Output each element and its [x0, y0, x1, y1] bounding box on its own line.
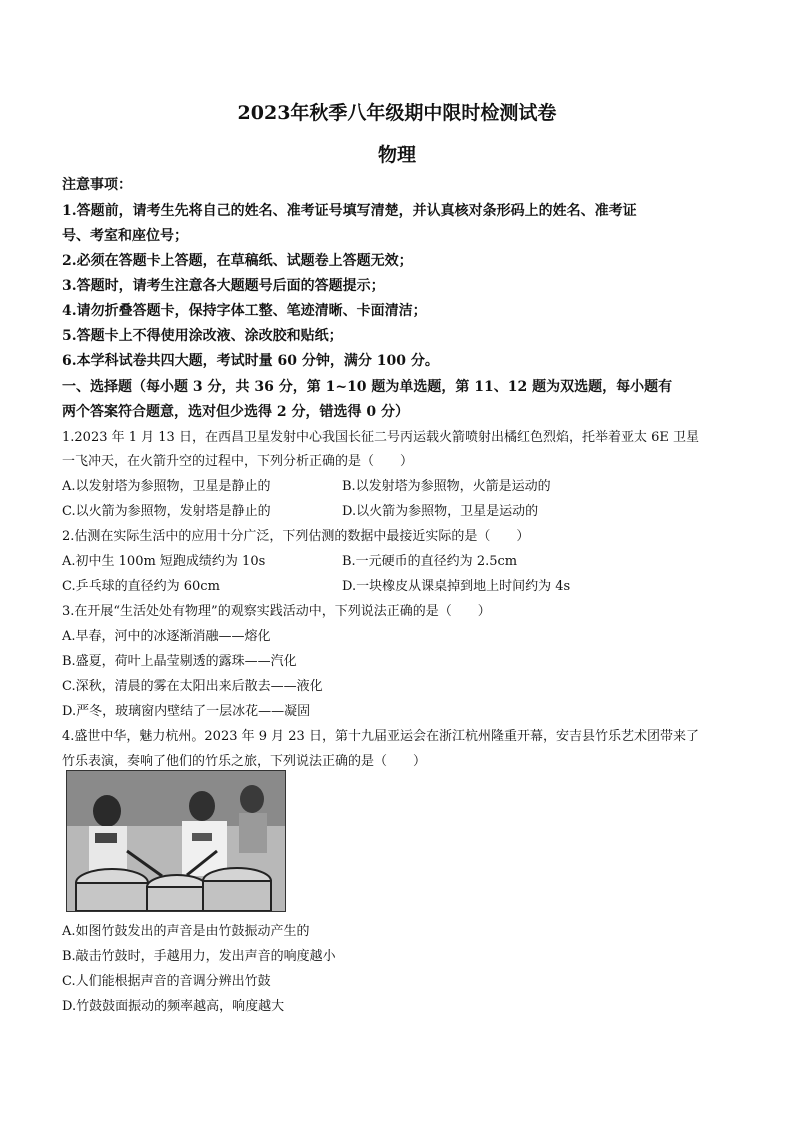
- notice-heading: 注意事项：: [62, 177, 132, 193]
- notice-item: 号、考室和座位号；: [62, 228, 188, 244]
- notice-item: 1.答题前，请考生先将自己的姓名、准考证号填写清楚，并认真核对条形码上的姓名、准考证: [62, 203, 637, 219]
- q4-option-b: B.敲击竹鼓时，手越用力，发出声音的响度越小: [62, 949, 336, 964]
- q4-option-c: C.人们能根据声音的音调分辨出竹鼓: [62, 974, 271, 989]
- q2-option-d: D.一块橡皮从课桌掉到地上时间约为 4s: [342, 579, 571, 594]
- q2-option-a: A.初中生 100m 短跑成绩约为 10s: [62, 554, 266, 569]
- bamboo-drum-photo: [66, 770, 286, 912]
- q2-option-b: B.一元硬币的直径约为 2.5cm: [342, 554, 518, 569]
- q4-option-d: D.竹鼓鼓面振动的频率越高，响度越大: [62, 999, 285, 1014]
- question-4-stem: 4.盛世中华，魅力杭州。2023 年 9 月 23 日，第十九届亚运会在浙江杭州隆重开幕，安吉县竹乐艺术团带来了: [62, 729, 699, 744]
- question-2-stem: 2.估测在实际生活中的应用十分广泛，下列估测的数据中最接近实际的是（ ）: [62, 529, 530, 544]
- subject-title: 物理: [377, 144, 416, 166]
- section-heading: 一、选择题（每小题 3 分，共 36 分，第 1~10 题为单选题，第 11、12 题为双选题，每小题有: [62, 379, 673, 395]
- exam-title: 2023年秋季八年级期中限时检测试卷: [237, 102, 557, 124]
- q3-option-c: C.深秋，清晨的雾在太阳出来后散去——液化: [62, 679, 323, 694]
- q3-option-a: A.早春，河中的冰逐渐消融——熔化: [62, 629, 271, 644]
- q1-option-d: D.以火箭为参照物，卫星是运动的: [342, 504, 539, 519]
- q1-option-a: A.以发射塔为参照物，卫星是静止的: [62, 479, 271, 494]
- q1-option-c: C.以火箭为参照物，发射塔是静止的: [62, 504, 271, 519]
- notice-item: 5.答题卡上不得使用涂改液、涂改胶和贴纸；: [62, 328, 343, 344]
- question-1-stem-cont: 一飞冲天，在火箭升空的过程中，下列分析正确的是（ ）: [62, 454, 414, 469]
- q4-option-a: A.如图竹鼓发出的声音是由竹鼓振动产生的: [62, 924, 310, 939]
- notice-item: 6.本学科试卷共四大题，考试时量 60 分钟，满分 100 分。: [62, 353, 439, 369]
- notice-item: 3.答题时，请考生注意各大题题号后面的答题提示；: [62, 278, 385, 294]
- section-heading-cont: 两个答案符合题意，选对但少选得 2 分，错选得 0 分）: [62, 404, 409, 420]
- q2-option-c: C.乒乓球的直径约为 60cm: [62, 579, 220, 594]
- notice-item: 4.请勿折叠答题卡，保持字体工整、笔迹清晰、卡面清洁；: [62, 303, 427, 319]
- q3-option-d: D.严冬，玻璃窗内壁结了一层冰花——凝固: [62, 704, 311, 719]
- q1-option-b: B.以发射塔为参照物，火箭是运动的: [342, 479, 551, 494]
- question-3-stem: 3.在开展“生活处处有物理”的观察实践活动中，下列说法正确的是（ ）: [62, 604, 491, 619]
- question-1-stem: 1.2023 年 1 月 13 日，在西昌卫星发射中心我国长征二号丙运载火箭喷射出橘红色烈焰，托举着亚太 6E 卫星: [62, 430, 699, 445]
- question-4-stem-cont: 竹乐表演，奏响了他们的竹乐之旅，下列说法正确的是（ ）: [62, 754, 427, 769]
- q3-option-b: B.盛夏，荷叶上晶莹剔透的露珠——汽化: [62, 654, 297, 669]
- notice-item: 2.必须在答题卡上答题，在草稿纸、试题卷上答题无效；: [62, 253, 413, 269]
